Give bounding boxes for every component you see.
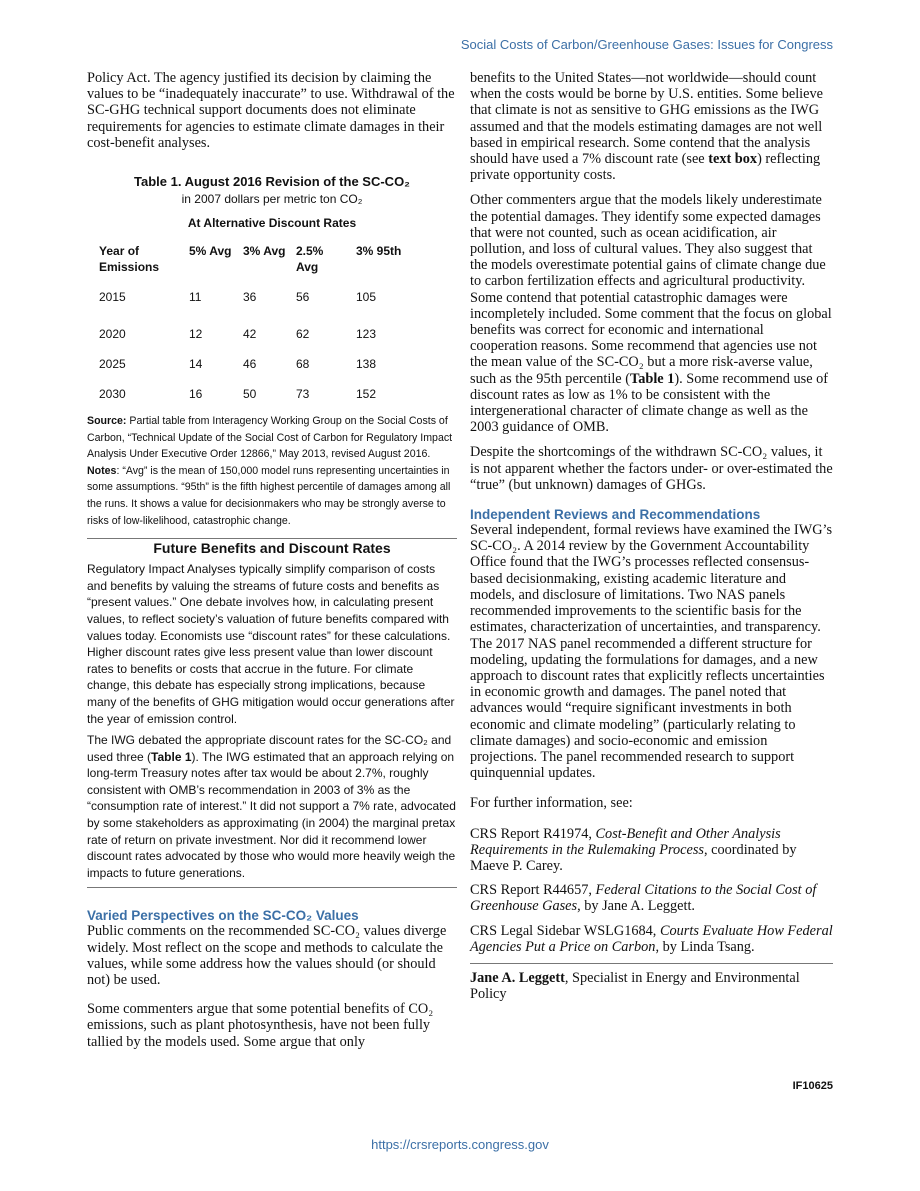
table-title: Table 1. August 2016 Revision of the SC-CO₂ [134,174,410,190]
table-cell: 2025 [99,357,126,372]
table-cell: 152 [356,387,377,402]
textbox-paragraph: Regulatory Impact Analyses typically simplify comparison of costs and benefits by valuing the streams of future costs and benefits as “present values.” One debate involves how, in calculating present values, to reflect society’s valuation of future benefits compared with values today. Economists use “discount rates” for these calculations. Higher discount rates give less present value than lower discount rates to benefits or costs that accrue in the future. For climate change, this debate has especially strong implications, because many of the benefits of GHG mitigation would occur generations after the year of emission control. [87,562,455,726]
table-row [99,349,416,379]
source-label: Source: [87,415,127,428]
table-cell: 42 [243,327,257,342]
scc-table [99,243,416,409]
table-cell: 2030 [99,387,126,402]
reference-title: Federal Citations to the Social Cost of Greenhouse Gases [470,882,817,915]
table-row [99,379,416,409]
table-cell: 46 [243,357,257,372]
reference-item [470,826,833,875]
reference-title: Cost-Benefit and Other Analysis Requirements in the Rulemaking Process [470,825,781,858]
col-header-3-95th: 3% 95th [356,244,402,259]
body-paragraph [470,70,833,183]
textbox-title: Future Benefits and Discount Rates [153,540,391,557]
table-header-row [99,243,416,275]
table-cell: 138 [356,357,377,372]
body-paragraph: Some commenters argue that some potential benefits of CO₂ emissions, such as plant photosynthesis, have not been fully tallied by the models used. Some argue that only [87,1001,434,1050]
col-header-3avg: 3% Avg [243,244,286,259]
notes-label: Notes [87,464,117,477]
running-header: Social Costs of Carbon/Greenhouse Gases: Issues for Congress [460,37,833,52]
table-subtitle: in 2007 dollars per metric ton CO₂ [181,192,363,207]
table-cell: 11 [189,290,202,305]
text-run: , coordinated by Maeve P. Carey. [470,841,797,874]
table-cell: 50 [243,387,257,402]
reference-item [470,882,833,914]
table-row [99,319,416,349]
table-cell: 2020 [99,327,126,342]
table-subtitle-discount: At Alternative Discount Rates [187,216,357,231]
table-cell: 36 [243,290,257,305]
col-header-5avg: 5% Avg [189,244,232,259]
table-cell: 56 [296,290,310,305]
text-run: Other commenters argue that the models likely underestimate the potential damages. They identify some expected damages that were not counted, such as ocean acidification, air pollution, and loss of cultural values. They also suggest that the models overestimate potential gains of climate change due to carbon fertilization effects and agricultural productivity. Some contend that potential catastrophic damages were incompletely included. Some comment that the focus on global benefits was correct for economic and international cooperation reasons. Some recommend that agencies use not the mean value of the SC-CO₂ but a more risk-averse value, such as the 95th percentile ( [470,192,832,387]
text-run: , by Linda Tsang. [655,938,755,955]
text-run: benefits to the United States—not worldwide—should count when the costs would be borne by U.S. entities. Some believe that climate is not as sensitive to GHG emissions as the IWG assumed and that the models estimating damages are not well based in empirical research. Some contend that the analysis should have used a 7% discount rate (see [470,70,823,168]
table-reference: Table 1 [630,370,675,387]
text-run: The IWG debated the appropriate discount rates for the SC-CO₂ and used three ( [87,733,452,764]
author-role: , Specialist in Energy and Environmental Policy [470,969,800,1003]
table-cell: 73 [296,387,310,402]
discount-rates-textbox [87,538,457,888]
footer-url-link[interactable]: https://crsreports.congress.gov [371,1137,549,1152]
left-column [87,70,457,1050]
table-source-note [87,413,457,463]
source-text: Partial table from Interagency Working Group on the Social Costs of Carbon, “Technical Update of the Social Cost of Carbon for Regulatory Impact Analysis Under Executive Order 12866,” May 2013, revised August 2016. [87,415,453,461]
reference-title: Courts Evaluate How Federal Agencies Put a Price on Carbon [470,922,833,955]
further-info-label: For further information, see: [470,795,633,812]
body-paragraph: Several independent, formal reviews have examined the IWG’s SC-CO₂. A 2014 review by the Government Accountability Office found that the IWG’s processes reflected consensus-based decisionmaking, existing academic literature and models, and disclosure of limitations. Two NAS panels recommended improvements to the scientific basis for the estimates, characterization of uncertainties, and transparency. The 2017 NAS panel recommended a different structure for modeling, updating the formulations for damages, and a new approach to discount rates that explicitly reflects uncertainties in economic growth and damages. The panel noted that advances would “require significant investments in both economic and climate modeling” (particularly relating to climate damages) and socio-economic and emission projections. The panel recommended research to support quinquennial updates. [470,522,833,782]
text-run: ). The IWG estimated that an approach relying on long-term Treasury notes after tax would be about 2.7%, roughly consistent with OMB’s recommendation in 2003 of 3% as the “consumption rate of interest.” It did not support a 7% rate, advocated by some stakeholders as approximating (in 2004) the marginal pretax rate of return on private investment. Nor did it recommend lower discount rates advocated by those who would more heavily weigh the impacts to future generations. [87,749,456,880]
table-cell: 16 [189,387,203,402]
reference-item [470,923,833,955]
table-cell: 62 [296,327,310,342]
textbox-reference: text box [708,151,758,168]
table-cell: 12 [189,327,203,342]
author-line [470,970,833,1002]
table-cell: 68 [296,357,310,372]
col-header-year: Year of Emissions [99,244,160,275]
col-header-25avg: 2.5% Avg [296,244,324,275]
text-run: ) reflecting private opportunity costs. [470,151,821,184]
text-run: CRS Legal Sidebar WSLG1684, [470,922,660,939]
body-paragraph: Despite the shortcomings of the withdrawn SC-CO₂ values, it is not apparent whether the factors under- or over-estimated the “true” (but unknown) damages of GHGs. [470,444,833,493]
text-run: , by Jane A. Leggett. [577,898,695,915]
product-id: IF10625 [792,1080,833,1092]
text-run: CRS Report R41974, [470,825,596,842]
section-heading-varied: Varied Perspectives on the SC-CO₂ Values [87,908,359,924]
table-reference: Table 1 [151,749,192,764]
text-run: CRS Report R44657, [470,882,596,899]
body-paragraph [470,192,833,435]
table-cell: 105 [356,290,377,305]
table-row [99,275,416,319]
textbox-paragraph [87,732,457,881]
table-cell: 14 [189,357,203,372]
right-column [470,70,833,1002]
text-run: ). Some recommend use of discount rates as low as 1% to be consistent with the intergenerational character of climate change as well as the 2003 guidance of OMB. [470,370,829,436]
table-cell: 2015 [99,290,126,305]
table-notes [87,463,457,529]
notes-text: : “Avg” is the mean of 150,000 model runs representing uncertainties in some assumptions. “95th” is the fifth highest percentile of damages among all the runs. It shows a value for decisionmakers who may be strongly averse to risks of low-likelihood, catastrophic change. [87,464,451,527]
table-cell: 123 [356,327,377,342]
section-heading-independent-reviews: Independent Reviews and Recommendations [470,507,761,523]
body-paragraph: Public comments on the recommended SC-CO₂ values diverge widely. Most reflect on the scope and methods to calculate the values, while some address how the values should (or should not) be used. [87,923,447,989]
author-name: Jane A. Leggett [470,969,565,986]
intro-paragraph: Policy Act. The agency justified its decision by claiming the values to be “inadequately inaccurate” to use. Withdrawal of the SC-GHG technical support documents does not eliminate requirements for agencies to estimate climate damages in their cost-benefit analyses. [87,70,455,151]
author-divider [470,963,833,964]
